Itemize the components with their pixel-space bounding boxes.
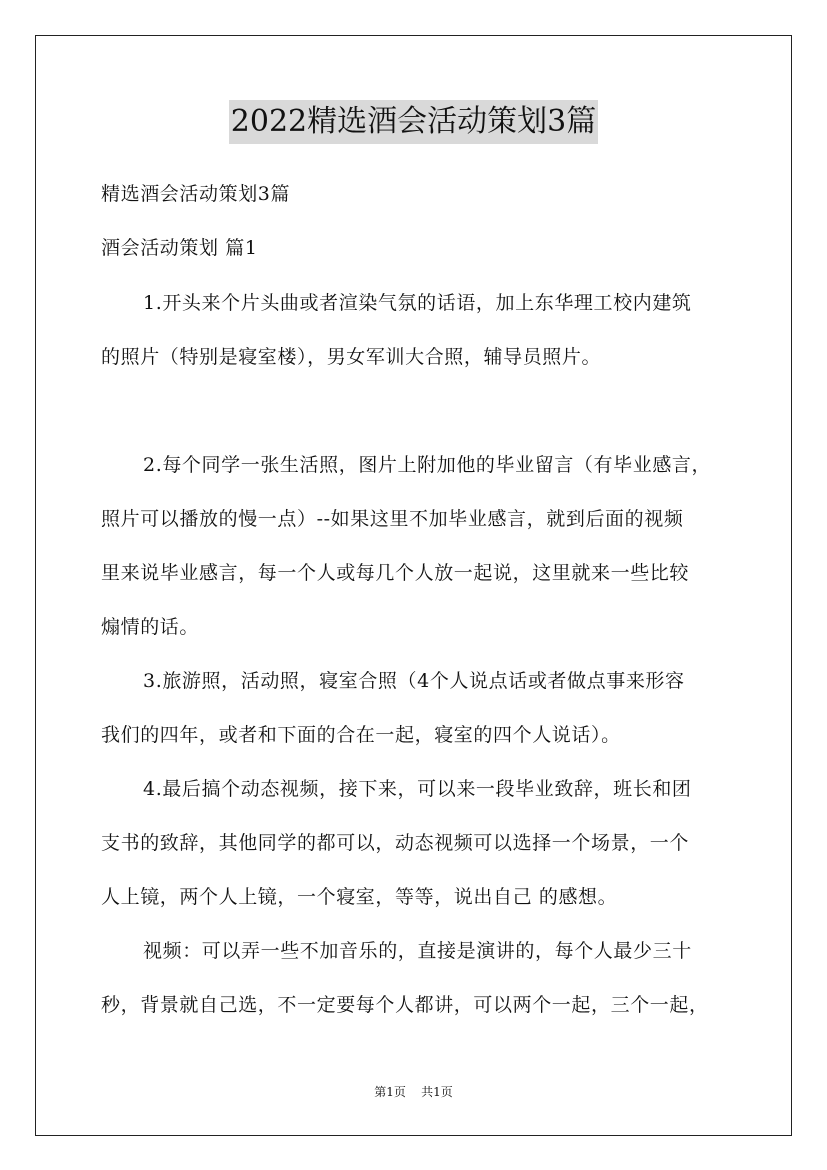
title-container (0, 100, 827, 144)
page-total: 共1页 (421, 1085, 453, 1099)
page-footer (0, 1084, 827, 1100)
document-subtitle: 精选酒会活动策划3篇 (101, 183, 291, 205)
paragraph-line: 里来说毕业感言，每一个人或每几个人放一起说，这里就来一些比较 (101, 562, 690, 584)
paragraph-line: 1.开头来个片头曲或者渲染气氛的话语，加上东华理工校内建筑 (143, 292, 692, 314)
paragraph-line: 人上镜，两个人上镜，一个寝室，等等，说出自己 的感想。 (101, 886, 618, 908)
paragraph-line: 3.旅游照，活动照，寝室合照（4个人说点话或者做点事来形容 (143, 670, 685, 692)
page-number: 第1页 (374, 1085, 406, 1099)
document-title: 2022精选酒会活动策划3篇 (229, 100, 598, 144)
paragraph-line: 的照片（特别是寝室楼），男女军训大合照，辅导员照片。 (101, 346, 602, 368)
paragraph-line: 2.每个同学一张生活照，图片上附加他的毕业留言（有毕业感言， (143, 454, 712, 476)
paragraph-line: 秒，背景就自己选，不一定要每个人都讲，可以两个一起，三个一起， (101, 994, 709, 1016)
paragraph-line: 视频：可以弄一些不加音乐的，直接是演讲的，每个人最少三十 (143, 940, 692, 962)
paragraph-line: 4.最后搞个动态视频，接下来，可以来一段毕业致辞，班长和团 (143, 778, 692, 800)
paragraph-line: 照片可以播放的慢一点）--如果这里不加毕业感言，就到后面的视频 (101, 508, 684, 530)
section-heading: 酒会活动策划 篇1 (101, 237, 258, 259)
paragraph-line: 我们的四年，或者和下面的合在一起，寝室的四个人说话）。 (101, 724, 621, 746)
paragraph-line: 支书的致辞，其他同学的都可以，动态视频可以选择一个场景，一个 (101, 832, 690, 854)
paragraph-line: 煽情的话。 (101, 616, 200, 638)
